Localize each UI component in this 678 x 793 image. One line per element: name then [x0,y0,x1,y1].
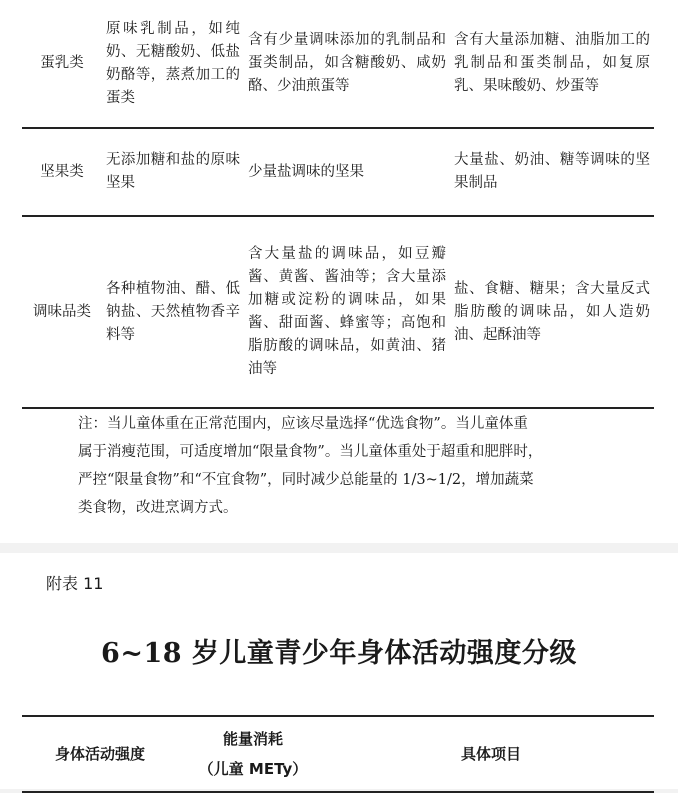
header-items: 具体项目 [460,745,521,763]
table-row [22,216,654,408]
header-energy-line2: （儿童 METy） [198,760,308,778]
activity-table-header [22,715,654,793]
unsuitable-foods: 含有大量添加糖、油脂加工的乳制品和蛋类制品，如复原乳、果味酸奶、炒蛋等 [454,32,650,94]
food-choice-table [22,0,654,409]
page-title: 6~18 岁儿童青少年身体活动强度分级 [101,638,577,669]
preferred-foods: 各种植物油、醋、低钠盐、天然植物香辛料等 [106,280,240,343]
appendix-label: 附表 11 [46,574,104,593]
note-line: 类食物，改进烹调方式。 [78,500,238,516]
note-line: 属于消瘦范围，可适度增加“限量食物”。当儿童体重处于超重和肥胖时， [78,444,543,460]
row-category: 调味品类 [33,303,91,320]
limited-foods: 含大量盐的调味品，如豆瓣酱、黄酱、酱油等；含大量添加糖或淀粉的调味品，如果酱、甜面酱、蜂蜜等；高饱和脂肪酸的调味品，如黄油、猪油等 [248,246,446,377]
table-note [78,410,630,522]
header-energy-line1: 能量消耗 [222,730,283,748]
header-energy [178,717,328,791]
limited-foods: 含有少量调味添加的乳制品和蛋类制品，如含糖酸奶、咸奶酪、少油煎蛋等 [248,32,446,94]
row-category: 蛋乳类 [40,55,84,71]
preferred-foods: 无添加糖和盐的原味坚果 [106,152,240,191]
unsuitable-foods: 大量盐、奶油、糖等调味的坚果制品 [454,152,650,191]
row-category: 坚果类 [40,163,84,180]
table-row [22,128,654,216]
unsuitable-foods: 盐、食糖、糖果；含大量反式脂肪酸的调味品，如人造奶油、起酥油等 [454,280,650,343]
note-line: 严控“限量食物”和“不宜食物”，同时减少总能量的 1/3~1/2，增加蔬菜 [78,472,534,488]
table-row [22,0,654,128]
appendix-page [0,553,678,789]
header-intensity: 身体活动强度 [54,745,145,763]
preferred-foods: 原味乳制品，如纯奶、无糖酸奶、低盐奶酪等，蒸煮加工的蛋类 [106,20,240,106]
limited-foods: 少量盐调味的坚果 [248,163,364,180]
note-line: 注：当儿童体重在正常范围内，应该尽量选择“优选食物”。当儿童体重 [78,416,528,432]
